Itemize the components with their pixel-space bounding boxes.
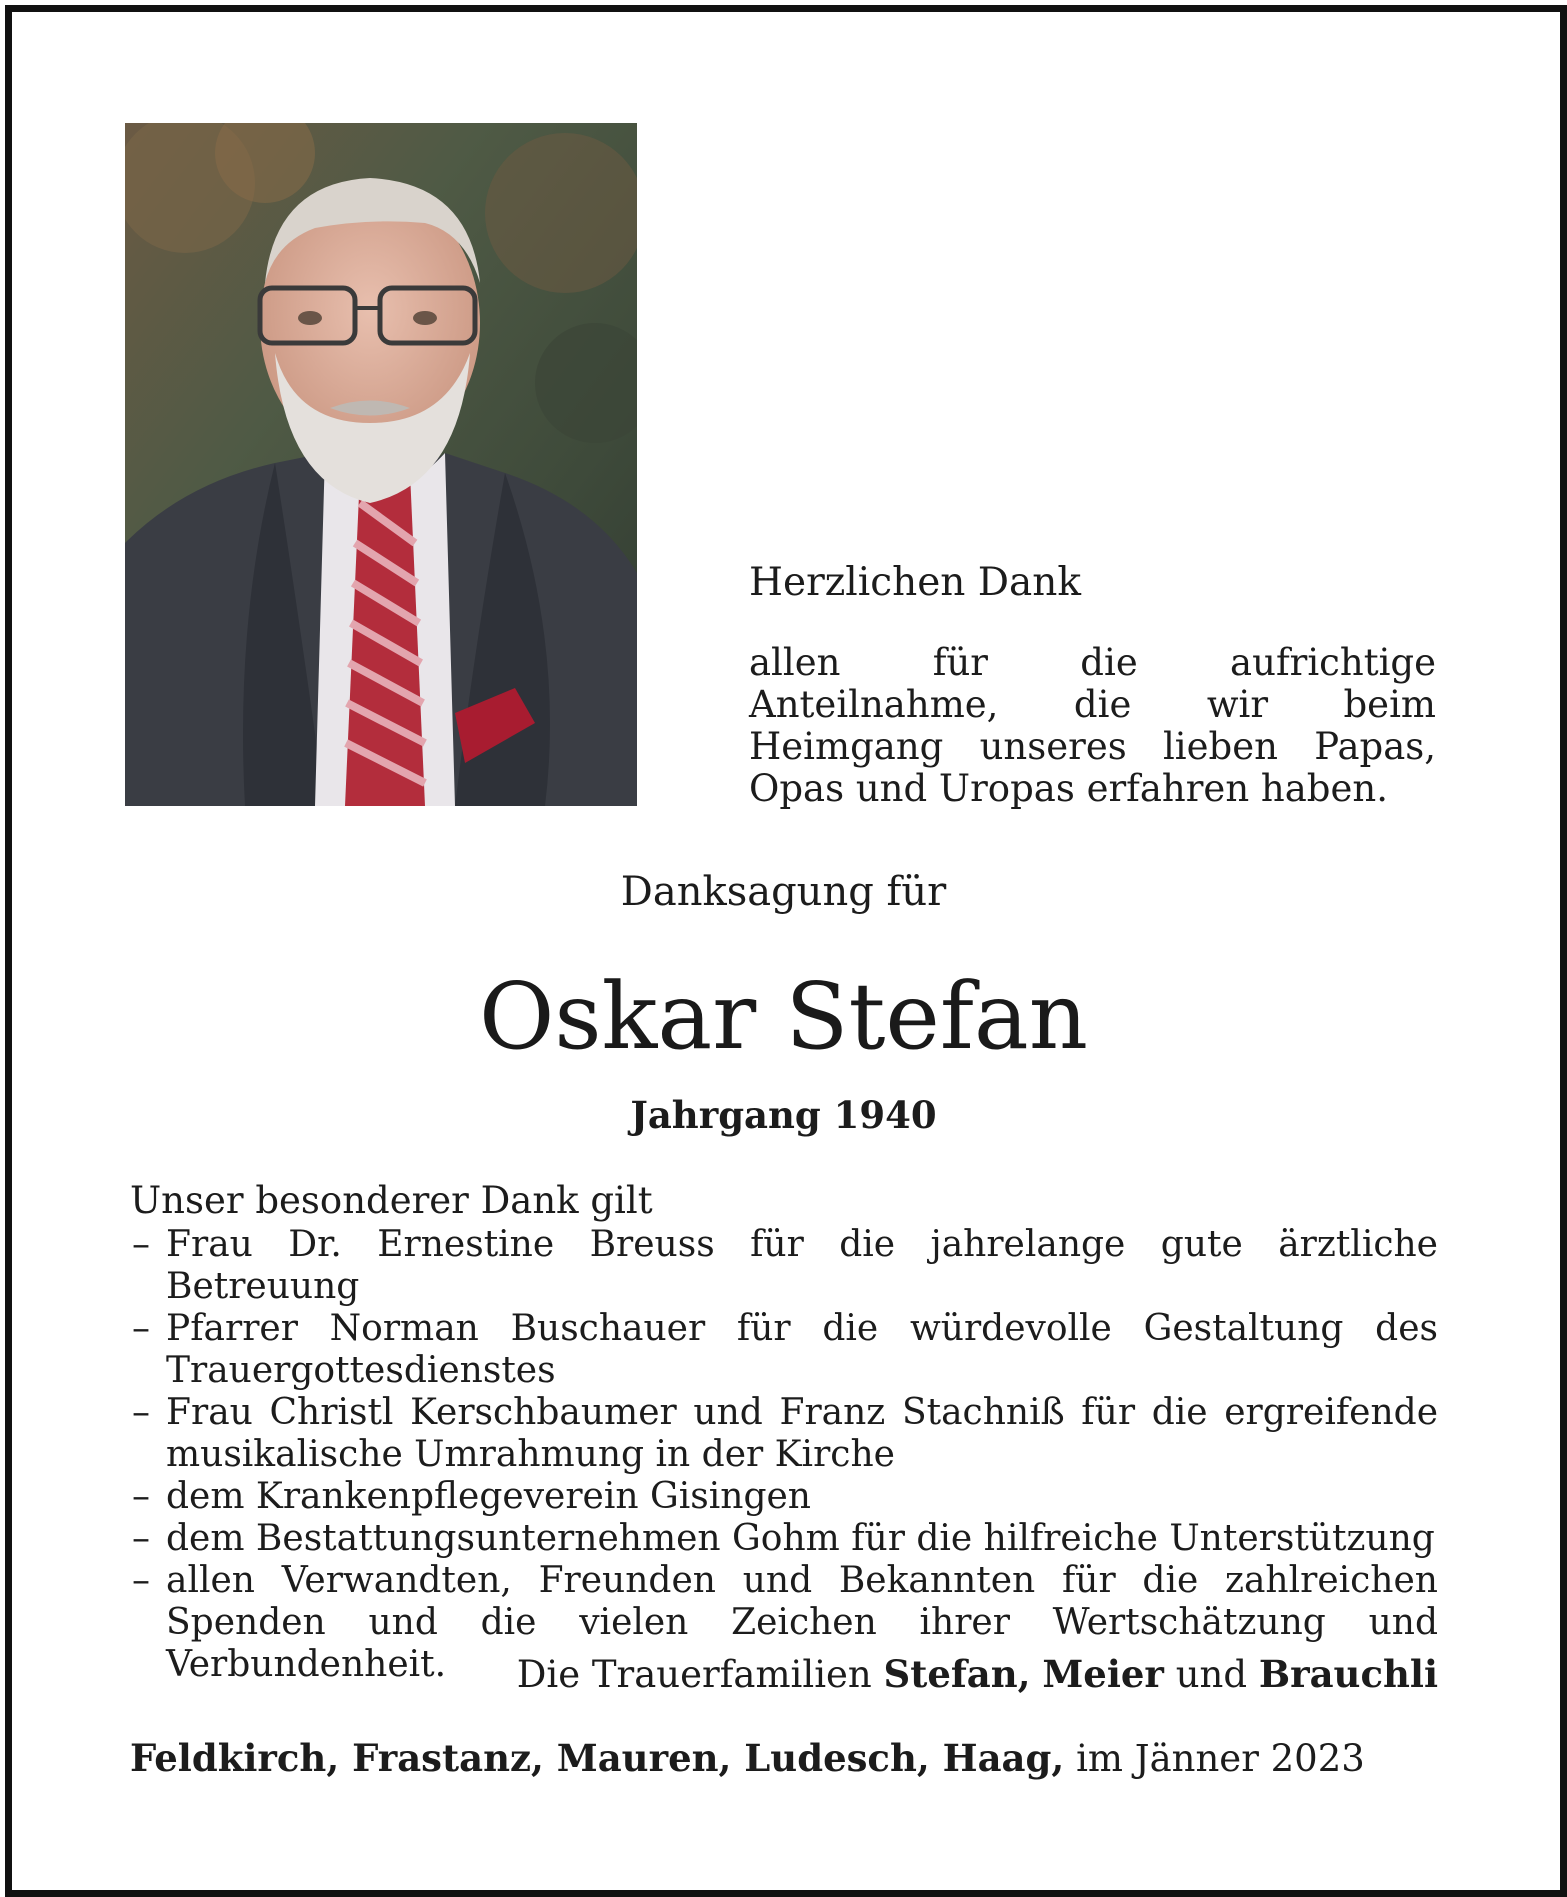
families-prefix: Die Trauerfamilien xyxy=(516,1653,872,1696)
thanks-list xyxy=(130,1224,1438,1686)
list-item-text: Frau Dr. Ernestine Breuss für die jahrelange gute ärztliche Betreuung xyxy=(166,1224,1438,1307)
family-name-stefan: Stefan, xyxy=(883,1652,1031,1696)
list-item-text: dem Krankenpflegeverein Gisingen xyxy=(166,1476,811,1517)
dash-bullet: – xyxy=(132,1476,150,1517)
list-item xyxy=(130,1308,1438,1392)
list-item xyxy=(130,1224,1438,1308)
dash-bullet: – xyxy=(132,1518,150,1559)
portrait-image xyxy=(125,123,637,806)
list-item-text: Frau Christl Kerschbaumer und Franz Stachniß für die ergreifende musikalische Umrahmung in der Kirche xyxy=(166,1392,1438,1475)
families-signature xyxy=(130,1651,1438,1698)
list-item-text: dem Bestattungsunternehmen Gohm für die hilfreiche Unterstützung xyxy=(166,1518,1435,1559)
place-date-text: im Jänner 2023 xyxy=(1076,1737,1365,1780)
list-item-text: allen Verwandten, Freunden und Bekannten für die zahlreichen Spenden und die vielen Zeichen ihrer Wertschätzung und Verbundenheit. xyxy=(166,1560,1438,1685)
family-name-brauchli: Brauchli xyxy=(1258,1652,1438,1696)
portrait-photo xyxy=(125,123,637,806)
families-joiner: und xyxy=(1175,1653,1248,1696)
place-date xyxy=(130,1735,1365,1782)
list-intro: Unser besonderer Dank gilt xyxy=(130,1179,653,1222)
dedication-label: Danksagung für xyxy=(620,869,947,915)
list-item xyxy=(130,1392,1438,1476)
place-towns: Feldkirch, Frastanz, Mauren, Ludesch, Haag, xyxy=(130,1736,1065,1780)
list-item-text: Pfarrer Norman Buschauer für die würdevolle Gestaltung des Trauergottesdienstes xyxy=(166,1308,1438,1391)
thanks-title: Herzlichen Dank xyxy=(749,560,1082,605)
dash-bullet: – xyxy=(132,1560,150,1601)
dash-bullet: – xyxy=(132,1308,150,1349)
dash-bullet: – xyxy=(132,1392,150,1433)
thanks-body: allen für die aufrichtige Anteilnahme, die wir beim Heimgang unseres lieben Papas, Opas und Uropas erfahren haben. xyxy=(749,641,1436,810)
deceased-name: Oskar Stefan xyxy=(478,963,1089,1070)
list-item xyxy=(130,1518,1438,1560)
dash-bullet: – xyxy=(132,1224,150,1265)
list-item xyxy=(130,1476,1438,1518)
thanks-block xyxy=(749,560,1436,810)
family-name-meier: Meier xyxy=(1042,1652,1164,1696)
birth-year: Jahrgang 1940 xyxy=(630,1093,937,1137)
